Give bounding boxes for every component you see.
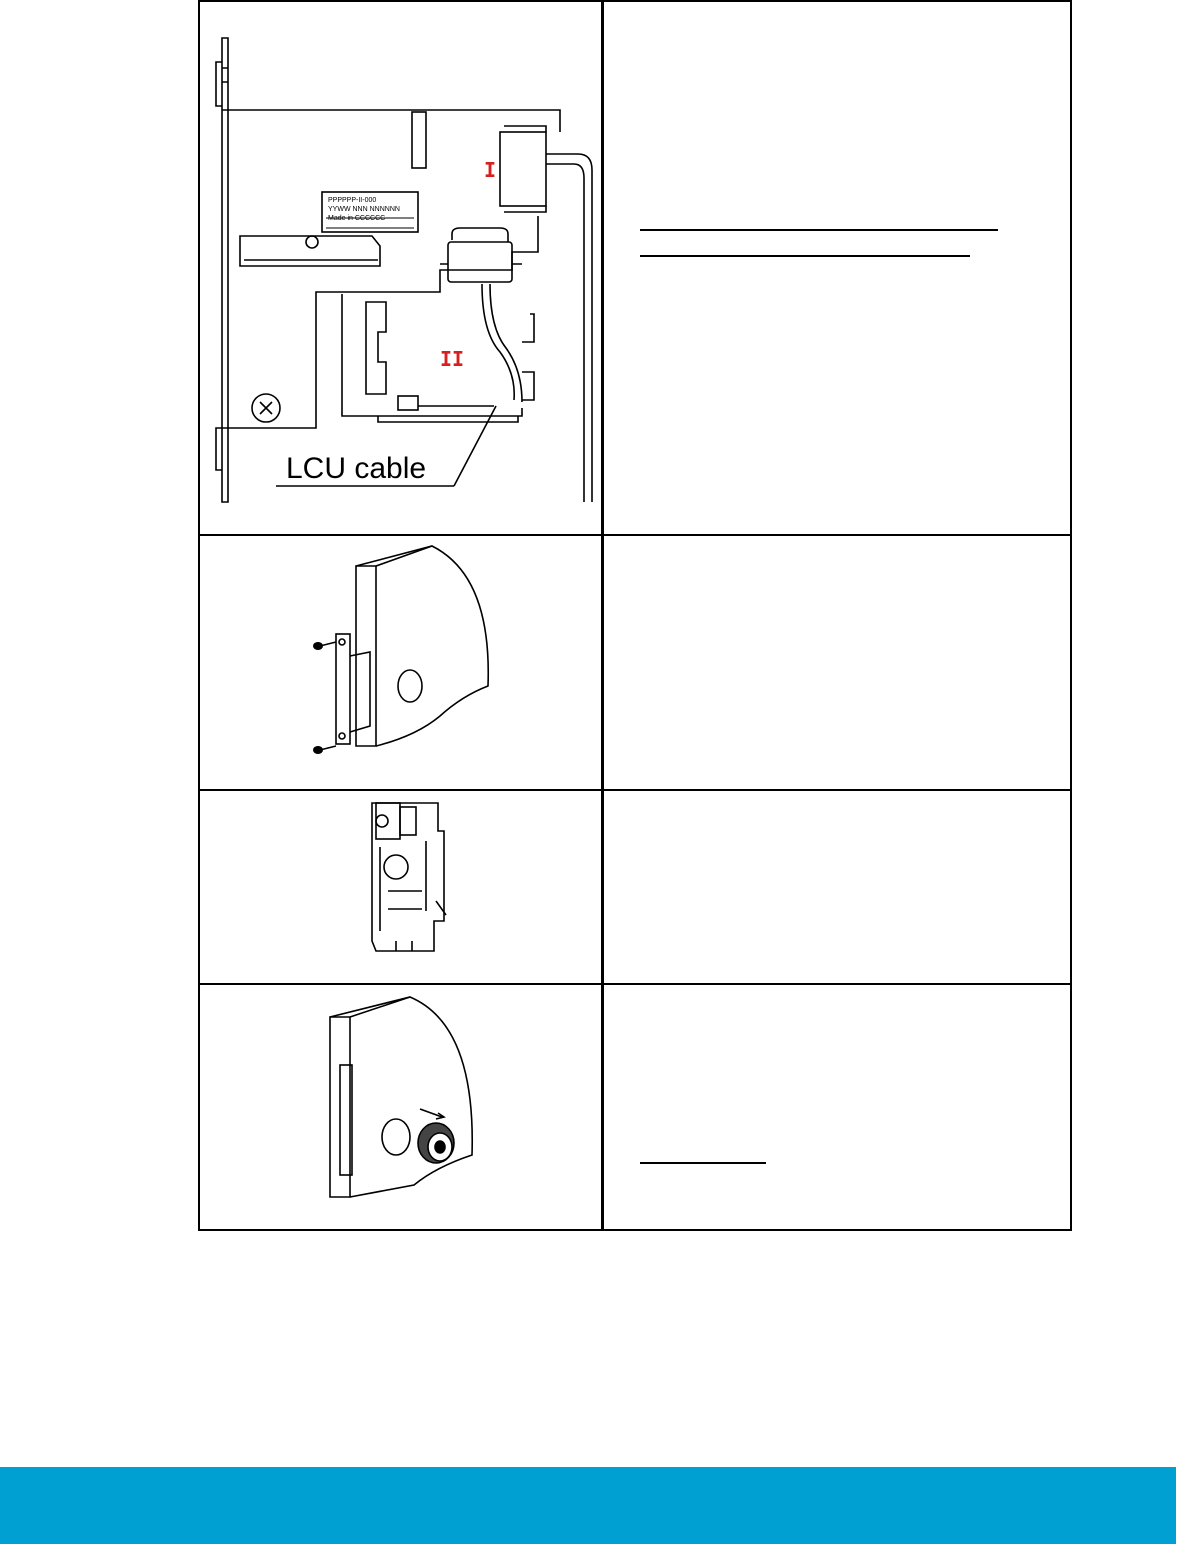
text-cell bbox=[604, 2, 1070, 534]
underline-line bbox=[640, 229, 998, 231]
sticker-line: Made in CCCCCC bbox=[328, 215, 386, 222]
figure-cell bbox=[200, 536, 601, 789]
underline-line bbox=[640, 255, 970, 257]
figure-cell bbox=[200, 985, 601, 1229]
footer-bar bbox=[0, 1467, 1176, 1544]
table-row bbox=[200, 2, 1070, 534]
sticker-line: YYWW NNN NNNNNN bbox=[328, 206, 400, 213]
table-row bbox=[200, 534, 1070, 789]
text-cell bbox=[604, 536, 1070, 789]
instruction-table bbox=[198, 0, 1072, 1231]
knob-insert-drawing bbox=[200, 985, 601, 1229]
label-ii: II bbox=[440, 347, 465, 371]
figure-cell bbox=[200, 791, 601, 983]
underline-line bbox=[640, 1162, 766, 1164]
text-cell bbox=[604, 791, 1070, 983]
table-row bbox=[200, 983, 1070, 1229]
unit-side-drawing bbox=[200, 791, 601, 983]
bracket-mount-drawing bbox=[200, 536, 601, 789]
cable-label: LCU cable bbox=[286, 452, 427, 485]
text-cell bbox=[604, 985, 1070, 1229]
figure-cell bbox=[200, 2, 601, 534]
label-i: I bbox=[484, 158, 497, 182]
lcu-cable-diagram bbox=[200, 2, 601, 534]
sticker-line: PPPPPP-II-000 bbox=[328, 197, 377, 204]
table-row bbox=[200, 789, 1070, 983]
